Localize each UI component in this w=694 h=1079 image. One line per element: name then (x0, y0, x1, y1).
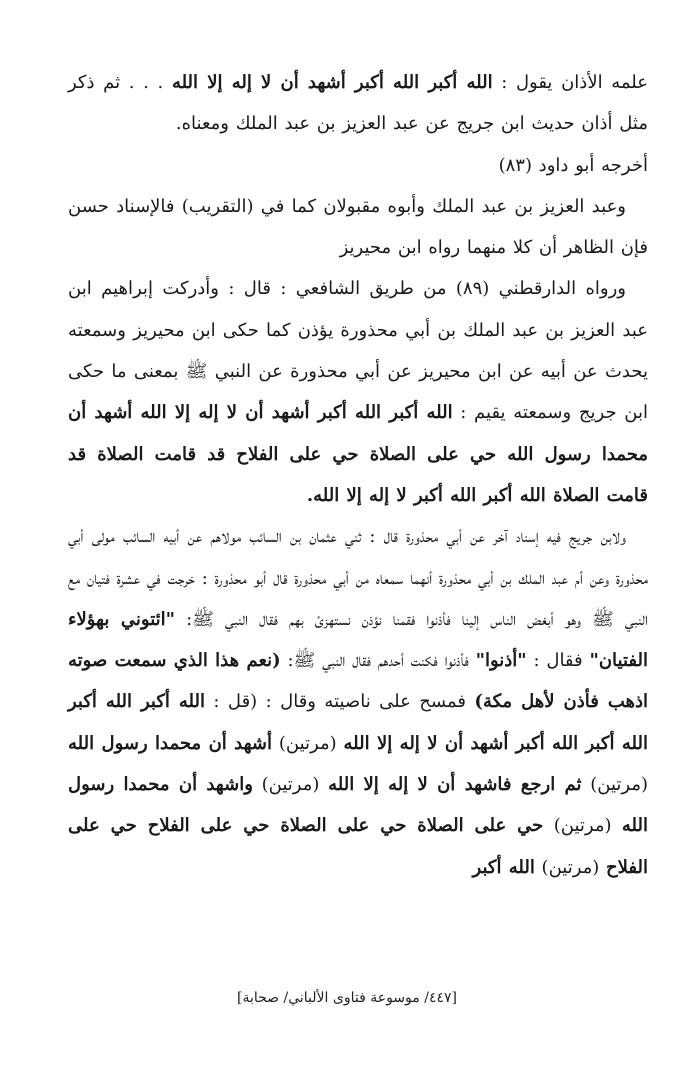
bold-text-run: الله أكبر (472, 856, 535, 878)
paragraph (68, 516, 648, 888)
text-run: (مرتين) (543, 815, 622, 837)
text-run: فأذنوا فكنت أحدهم فقال النبي ﷺ: (280, 650, 476, 672)
text-run: (مرتين) (252, 774, 329, 796)
page-footer: [٤٤٧/ موسوعة فتاوى الألباني/ صحابة] (237, 990, 457, 1006)
paragraph (68, 186, 648, 269)
paragraph (68, 268, 648, 516)
text-run: (مرتين) (534, 856, 607, 878)
text-run: وعبد العزيز بن عبد الملك وأبوه مقبولان كما في (التقريب) فالإسناد حسن فإن الظاهر أن كلا منهما رواه ابن محيريز (68, 195, 648, 259)
text-run: . . . ثم ذكر مثل أذان حديث ابن جريج عن عبد العزيز بن عبد الملك ومعناه. (68, 72, 648, 135)
text-run: ورواه الدارقطني (٨٩) من طريق الشافعي : قال : وأدركت إبراهيم ابن عبد العزيز بن عبد الملك بن أبي محذورة يؤذن كما حكى ابن محيريز وسمعته يحدث عن أبيه عن ابن محيريز عن أبي محذورة عن النبي ﷺ بمعنى ما حكى ابن جريج وسمعته يقيم : (68, 278, 648, 424)
bold-text-run: الله أكبر الله أكبر أشهد أن لا إله إلا الله أشهد أن محمدا رسول الله حي على الصلاة حي على الفلاح قد قامت الصلاة قد قامت الصلاة الله أكبر الله أكبر لا إله إلا الله. (68, 402, 648, 506)
text-run: (مرتين) (581, 774, 649, 796)
text-run: فمسح على ناصيته وقال : (قل : (205, 691, 475, 713)
text-run: فقال : (526, 650, 590, 672)
bold-text-run: "أذنوا" (475, 650, 527, 672)
bold-text-run: "ائتوني بهؤلاء الفتيان" (68, 608, 648, 672)
bold-text-run: الله أكبر الله أكبر الله أكبر الله أكبر أشهد أن لا إله إلا الله (68, 691, 648, 754)
bold-text-run: (نعم هذا الذي سمعت صوته اذهب فأذن لأهل مكة) (68, 650, 649, 713)
page-body (68, 62, 648, 888)
text-run: علمه الأذان يقول : (492, 72, 648, 93)
bold-text-run: واشهد أن محمدا رسول الله (68, 774, 648, 837)
bold-text-run: الله أكبر الله أكبر أشهد أن لا إله إلا الله (171, 72, 493, 93)
paragraph (68, 62, 648, 145)
text-run: أخرجه أبو داود (٨٣) (498, 154, 648, 176)
bold-text-run: حي على الصلاة حي على الصلاة حي على الفلاح حي على الفلاح (68, 815, 648, 878)
bold-text-run: أشهد أن محمدا رسول الله (68, 732, 273, 754)
bold-text-run: ثم ارجع فاشهد أن لا إله إلا الله (328, 774, 582, 796)
text-run: (مرتين) (272, 732, 344, 754)
text-run: ولابن جريج فيه إسناد آخر عن أبي محذورة قال : ثني عثمان بن السائب مولاهم عن أبيه السائب مولى أبي محذورة وعن أم عبد الملك بن أبي محذورة أنهما سمعاه من أبي محذورة قال أبو محذورة : خرجت في عشرة فتيان مع النبي ﷺ وهو أبغض الناس إلينا فأذنوا فقمنا نؤذن نستهزئ بهم فقال النبي ﷺ: (68, 526, 649, 630)
paragraph (68, 145, 648, 186)
